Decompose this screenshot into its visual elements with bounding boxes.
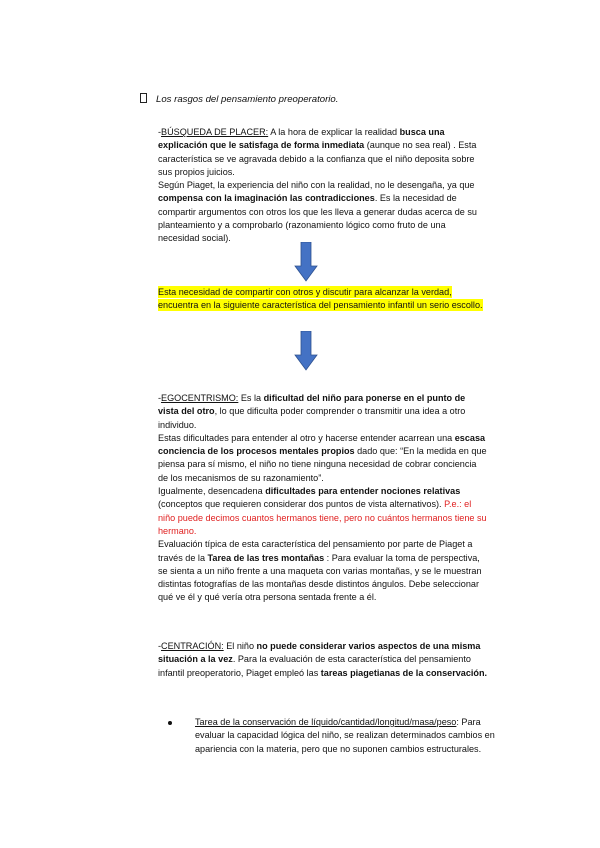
down-arrow-icon xyxy=(294,331,318,371)
section-heading: Los rasgos del pensamiento preoperatorio. xyxy=(140,93,338,106)
checkbox-glyph-icon xyxy=(140,93,147,103)
bullet-paragraph: Tarea de la conservación de líquido/cantidad/longitud/masa/peso: Para evaluar la capacidad lógica del niño, se realizan determinados cambios en apariencia con la materia, pero que no suponen cambios estructurales. xyxy=(195,717,495,754)
egocentrismo-paragraph-3: Igualmente, desencadena dificultades para entender nociones relativas (conceptos que requieren considerar dos puntos de vista alternativos). P.e.: el niño puede decimos cuantos hermanos tiene, pero no cuántos hermanos tiene su hermano. xyxy=(158,486,487,536)
egocentrismo-paragraph-1: -EGOCENTRISMO: Es la dificultad del niño para ponerse en el punto de vista del otro, lo que dificulta poder comprender o transmitir una idea a otro individuo. xyxy=(158,393,466,430)
down-arrow-icon xyxy=(294,242,318,282)
bullet-dot-icon xyxy=(168,721,172,725)
egocentrismo-paragraph-4: Evaluación típica de esta característica del pensamiento por parte de Piaget a través de la Tarea de las tres montañas : Para evaluar la toma de perspectiva, se sienta a un niño frente a una maqueta con varias montañas, y se le muestran distintas fotografías de las montañas desde distintos ángulos. Debe seleccionar qué ve él y qué vería otra persona sentada frente a él. xyxy=(158,539,482,603)
egocentrismo-title: EGOCENTRISMO: xyxy=(161,393,239,403)
bullet-title: Tarea de la conservación de líquido/cantidad/longitud/masa/peso xyxy=(195,717,457,727)
egocentrismo-paragraph-2: Estas dificultades para entender al otro y hacerse entender acarrean una escasa conciencia de los procesos mentales propios dado que: “En la medida en que piensa para sí mismo, el niño no tiene ninguna necesidad de cobrar conciencia de los mecanismos de su razonamiento”. xyxy=(158,432,487,483)
highlight-paragraph: Esta necesidad de compartir con otros y discutir para alcanzar la verdad, encuentra en la siguiente característica del pensamiento infantil un serio escollo. xyxy=(158,287,483,311)
centracion-paragraph: -CENTRACIÓN: El niño no puede considerar varios aspectos de una misma situación a la vez. Para la evaluación de esta característica del pensamiento infantil preoperatorio, Piaget empleó las tareas piagetianas de la conservación. xyxy=(158,641,488,678)
busqueda-section xyxy=(158,126,488,246)
bullet-item xyxy=(176,716,496,756)
centracion-title: CENTRACIÓN: xyxy=(161,641,224,651)
busqueda-paragraph-1: -BÚSQUEDA DE PLACER: A la hora de explicar la realidad busca una explicación que le satisfaga de forma inmediata (aunque no sea real) . Esta característica se ve agravada debido a la confianza que el niño deposita sobre sus propios juicios. xyxy=(158,127,477,177)
busqueda-paragraph-2: Según Piaget, la experiencia del niño con la realidad, no le desengaña, ya que compensa con la imaginación las contradicciones. Es la necesidad de compartir argumentos con otros los que les lleva a generar dudas acerca de su planteamiento y a comprobarlo (razonamiento lógico como fruto de una necesidad social). xyxy=(158,180,477,244)
example-text: P.e.: el niño puede decimos cuantos hermanos tiene, pero no cuántos hermanos tiene su hermano. xyxy=(158,499,487,536)
busqueda-title: BÚSQUEDA DE PLACER: xyxy=(161,127,269,137)
highlight-section xyxy=(158,286,488,313)
egocentrismo-section xyxy=(158,392,488,605)
centracion-section xyxy=(158,640,488,680)
